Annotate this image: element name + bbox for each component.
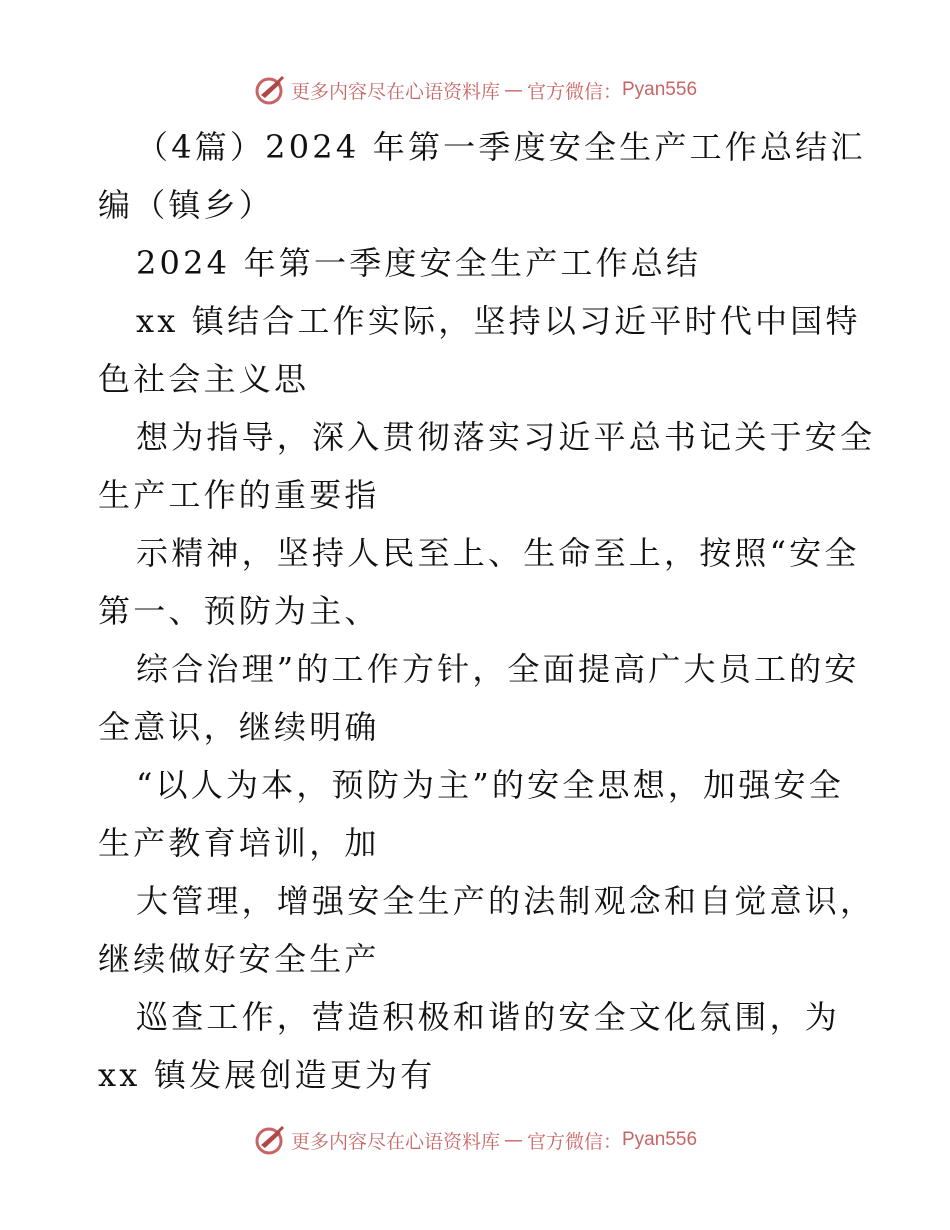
watermark-wechat-label: 官方微信： [526,1130,622,1153]
doc-line: “以人为本，预防为主”的安全思想，加强安全 [136,766,844,804]
doc-line: 生产工作的重要指 [98,476,380,514]
doc-line: 色社会主义思 [98,360,310,398]
document-body [98,118,876,1104]
watermark-wechat-id: Pyan556 [622,1129,698,1150]
doc-line: 生产教育培训，加 [98,824,380,862]
doc-line: 大管理，增强安全生产的法制观念和自觉意识， [136,882,876,920]
doc-line: 编（镇乡） [98,186,275,224]
doc-line: 继续做好安全生产 [98,940,380,978]
doc-line: 综合治理”的工作方针，全面提高广大员工的安 [136,650,860,688]
doc-line: xx 镇发展创造更为有 [98,1056,436,1094]
pen-circle-logo-icon [253,73,287,107]
watermark-separator: — [503,79,523,101]
watermark-wechat-id: Pyan556 [622,79,698,100]
doc-line: 全意识，继续明确 [98,708,380,746]
watermark-separator: — [503,1129,523,1151]
doc-line: xx 镇结合工作实际，坚持以习近平时代中国特 [136,302,861,340]
watermark-text: 更多内容尽在心语资料库 [290,80,500,103]
pen-circle-logo-icon [253,1123,287,1157]
header-watermark [0,72,950,108]
watermark-wechat-label: 官方微信： [526,80,622,103]
doc-line: （4篇）2024 年第一季度安全生产工作总结汇 [136,128,866,166]
doc-line: 2024 年第一季度安全生产工作总结 [136,244,702,282]
doc-line: 示精神，坚持人民至上、生命至上，按照“安全 [136,534,860,572]
watermark-text: 更多内容尽在心语资料库 [290,1130,500,1153]
footer-watermark [0,1122,950,1158]
doc-line: 巡查工作，营造积极和谐的安全文化氛围，为 [136,998,841,1036]
doc-line: 想为指导，深入贯彻落实习近平总书记关于安全 [136,418,876,456]
doc-line: 第一、预防为主、 [98,592,380,630]
